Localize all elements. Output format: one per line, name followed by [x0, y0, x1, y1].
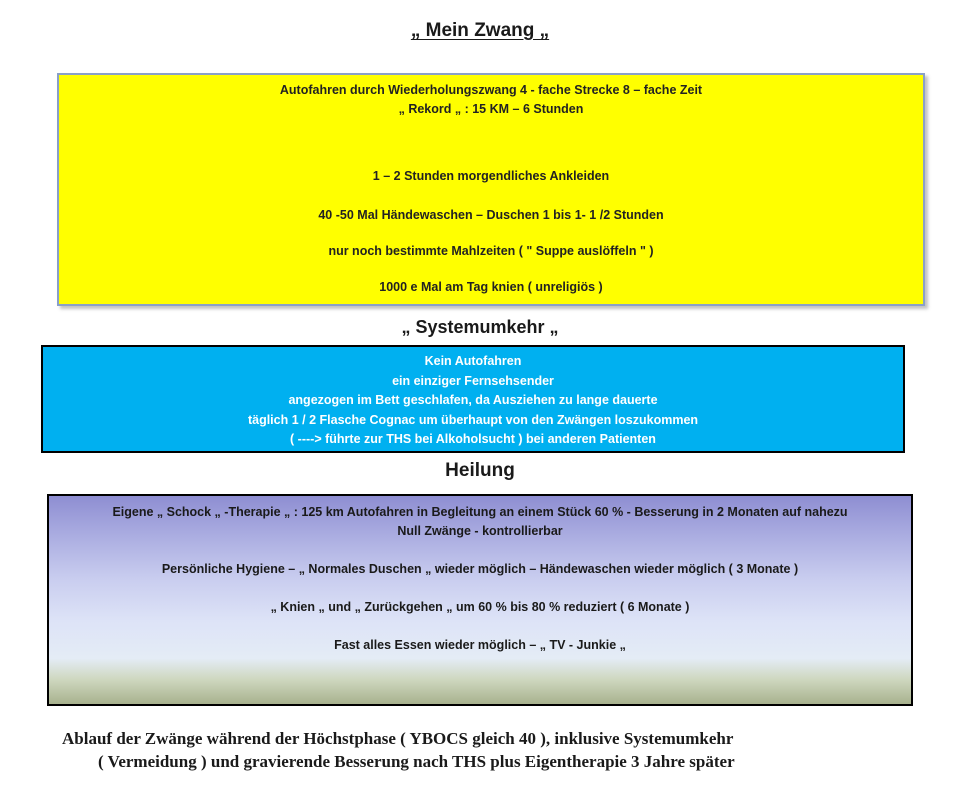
- healing-line: Fast alles Essen wieder möglich – „ TV - Junkie „: [334, 638, 626, 652]
- title-heilung: Heilung: [445, 460, 515, 481]
- healing-line: Eigene „ Schock „ -Therapie „ : 125 km Autofahren in Begleitung an einem Stück 60 % - Besserung in 2 Monaten auf nahezu: [112, 505, 848, 519]
- switch-line: angezogen im Bett geschlafen, da Ausziehen zu lange dauerte: [288, 393, 658, 407]
- healing-box: [47, 494, 913, 706]
- compulsion-line: 40 -50 Mal Händewaschen – Duschen 1 bis 1- 1 /2 Stunden: [318, 208, 664, 222]
- switch-line: ( ----> führte zur THS bei Alkoholsucht ) bei anderen Patienten: [290, 432, 656, 446]
- title-systemumkehr: „ Systemumkehr „: [401, 317, 559, 337]
- compulsion-line: „ Rekord „ : 15 KM – 6 Stunden: [398, 102, 584, 116]
- compulsion-line: nur noch bestimmte Mahlzeiten ( " Suppe auslöffeln " ): [328, 244, 654, 258]
- healing-line: Null Zwänge - kontrollierbar: [397, 524, 563, 538]
- switch-line: ein einziger Fernsehsender: [392, 373, 554, 388]
- caption-line-1: Ablauf der Zwänge während der Höchstphase ( YBOCS gleich 40 ), inklusive Systemumkehr: [62, 729, 734, 748]
- title-mein-zwang: „ Mein Zwang „: [410, 20, 550, 41]
- compulsion-line: Autofahren durch Wiederholungszwang 4 - fache Strecke 8 – fache Zeit: [279, 83, 703, 97]
- system-switch-box: [41, 345, 905, 453]
- compulsion-box: [57, 73, 925, 306]
- compulsion-line: 1000 e Mal am Tag knien ( unreligiös ): [379, 280, 603, 294]
- healing-line: Persönliche Hygiene – „ Normales Duschen „ wieder möglich – Händewaschen wieder möglich ( 3 Monate ): [161, 562, 799, 576]
- switch-line: täglich 1 / 2 Flasche Cognac um überhaupt von den Zwängen loszukommen: [247, 412, 699, 427]
- compulsion-line: 1 – 2 Stunden morgendliches Ankleiden: [372, 169, 610, 183]
- switch-line: Kein Autofahren: [424, 354, 522, 368]
- caption-line-2: ( Vermeidung ) und gravierende Besserung nach THS plus Eigentherapie 3 Jahre später: [98, 752, 735, 771]
- healing-line: „ Knien „ und „ Zurückgehen „ um 60 % bis 80 % reduziert ( 6 Monate ): [270, 600, 690, 614]
